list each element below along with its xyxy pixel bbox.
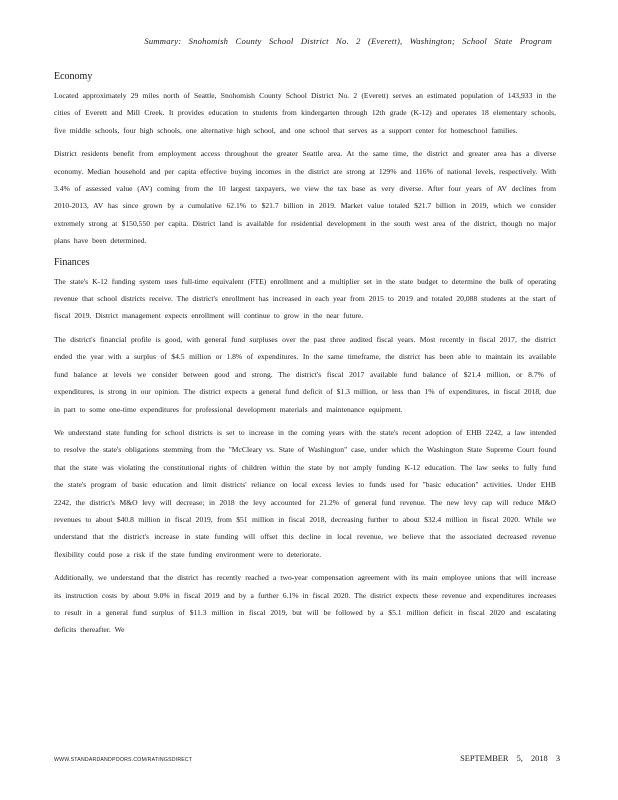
footer-date: SEPTEMBER 5, 2018 (460, 754, 548, 763)
finances-paragraph-3: We understand state funding for school districts is set to increase in the coming years with the state's recent adoption of EHB 2242, a law intended to resolve the state's obligations stemming from the "McCleary vs. State of Washington" case, under which the Washington State Supreme Court found that the state was violating the constitutional rights of children within the state by not amply funding K-12 education. The law seeks to fully fund the state's program of basic education and limit districts' reliance on local excess levies to funds used for "basic education" activities. Under EHB 2242, the district's M&O levy will decrease; in 2018 the levy accounted for 21.2% of general fund revenue. The new levy cap will reduce M&O revenues to about $40.8 million in fiscal 2019, from $51 million in fiscal 2018, decreasing further to about $32.4 million in fiscal 2020. While we understand that the district's increase in state funding will offset this decline in local revenue, we believe that the associated decreased revenue flexibility could pose a risk if the state funding environment were to deteriorate. (54, 427, 556, 559)
finances-paragraph-1: The state's K-12 funding system uses full-time equivalent (FTE) enrollment and a multiplier set in the state budget to determine the bulk of operating revenue that school districts receive. The district's enrollment has increased in each year from 2015 to 2019 and totaled 20,088 students at the start of fiscal 2019. District management expects enrollment will continue to grow in the near future. (54, 276, 556, 321)
economy-paragraph-2: District residents benefit from employment access throughout the greater Seattle area. At the same time, the district and greater area has a diverse economy. Median household and per capita effective buying incomes in the district are strong at 129% and 116% of national levels, respectively. With 3.4% of assessed value (AV) coming from the 10 largest taxpayers, we view the tax base as very diverse. After four years of AV declines from 2010-2013, AV has since grown by a cumulative 62.1% to $21.7 billion in 2019. Market value totaled $21.7 billion in 2019, which we consider extremely strong at $150,550 per capita. District land is available for residential development in the south west area of the district, though no major plans have been determined. (54, 149, 556, 246)
finances-paragraph-2: The district's financial profile is good, with general fund surpluses over the past three audited fiscal years. Most recently in fiscal 2017, the district ended the year with a surplus of $4.5 million or 1.8% of expenditures. In the same timeframe, the district has been able to maintain its available fund balance at levels we consider between good and strong. The district's fiscal 2017 available fund balance of $21.4 million, or 8.7% of expenditures, is strong in our opinion. The district expects a general fund deficit of $1.3 million, or less than 1% of expenditures, in fiscal 2018, due in part to some one-time expenditures for professional development materials and maintenance equipment. (54, 334, 556, 414)
finances-paragraph-4: Additionally, we understand that the district has recently reached a two-year compensation agreement with its main employee unions that will increase its instruction costs by about 9.0% in fiscal 2019 and by a further 6.1% in fiscal 2020. The district expects these revenue and expenditures increases to result in a general fund surplus of $11.3 million in fiscal 2019, but will be followed by a $5.1 million deficit in fiscal 2020 and escalating deficits thereafter. We (54, 573, 556, 635)
page-content (54, 70, 556, 645)
finances-heading: Finances (54, 256, 90, 268)
economy-heading: Economy (54, 71, 93, 82)
running-header: Summary: Snohomish County School District No. 2 (Everett), Washington; School State Program (144, 36, 552, 46)
page-number: 3 (555, 754, 560, 763)
economy-paragraph-1: Located approximately 29 miles north of Seattle, Snohomish County School District No. 2 (Everett) serves an estimated population of 143,933 in the cities of Everett and Mill Creek. It provides education to students from kindergarten through 12th grade (K-12) and operates 18 elementary schools, five middle schools, four high schools, one alternative high school, and one school that serves as a support center for homeschool families. (54, 91, 556, 135)
footer-url: WWW.STANDARDANDPOORS.COM/RATINGSDIRECT (54, 757, 193, 763)
footer-date-page (460, 754, 560, 763)
